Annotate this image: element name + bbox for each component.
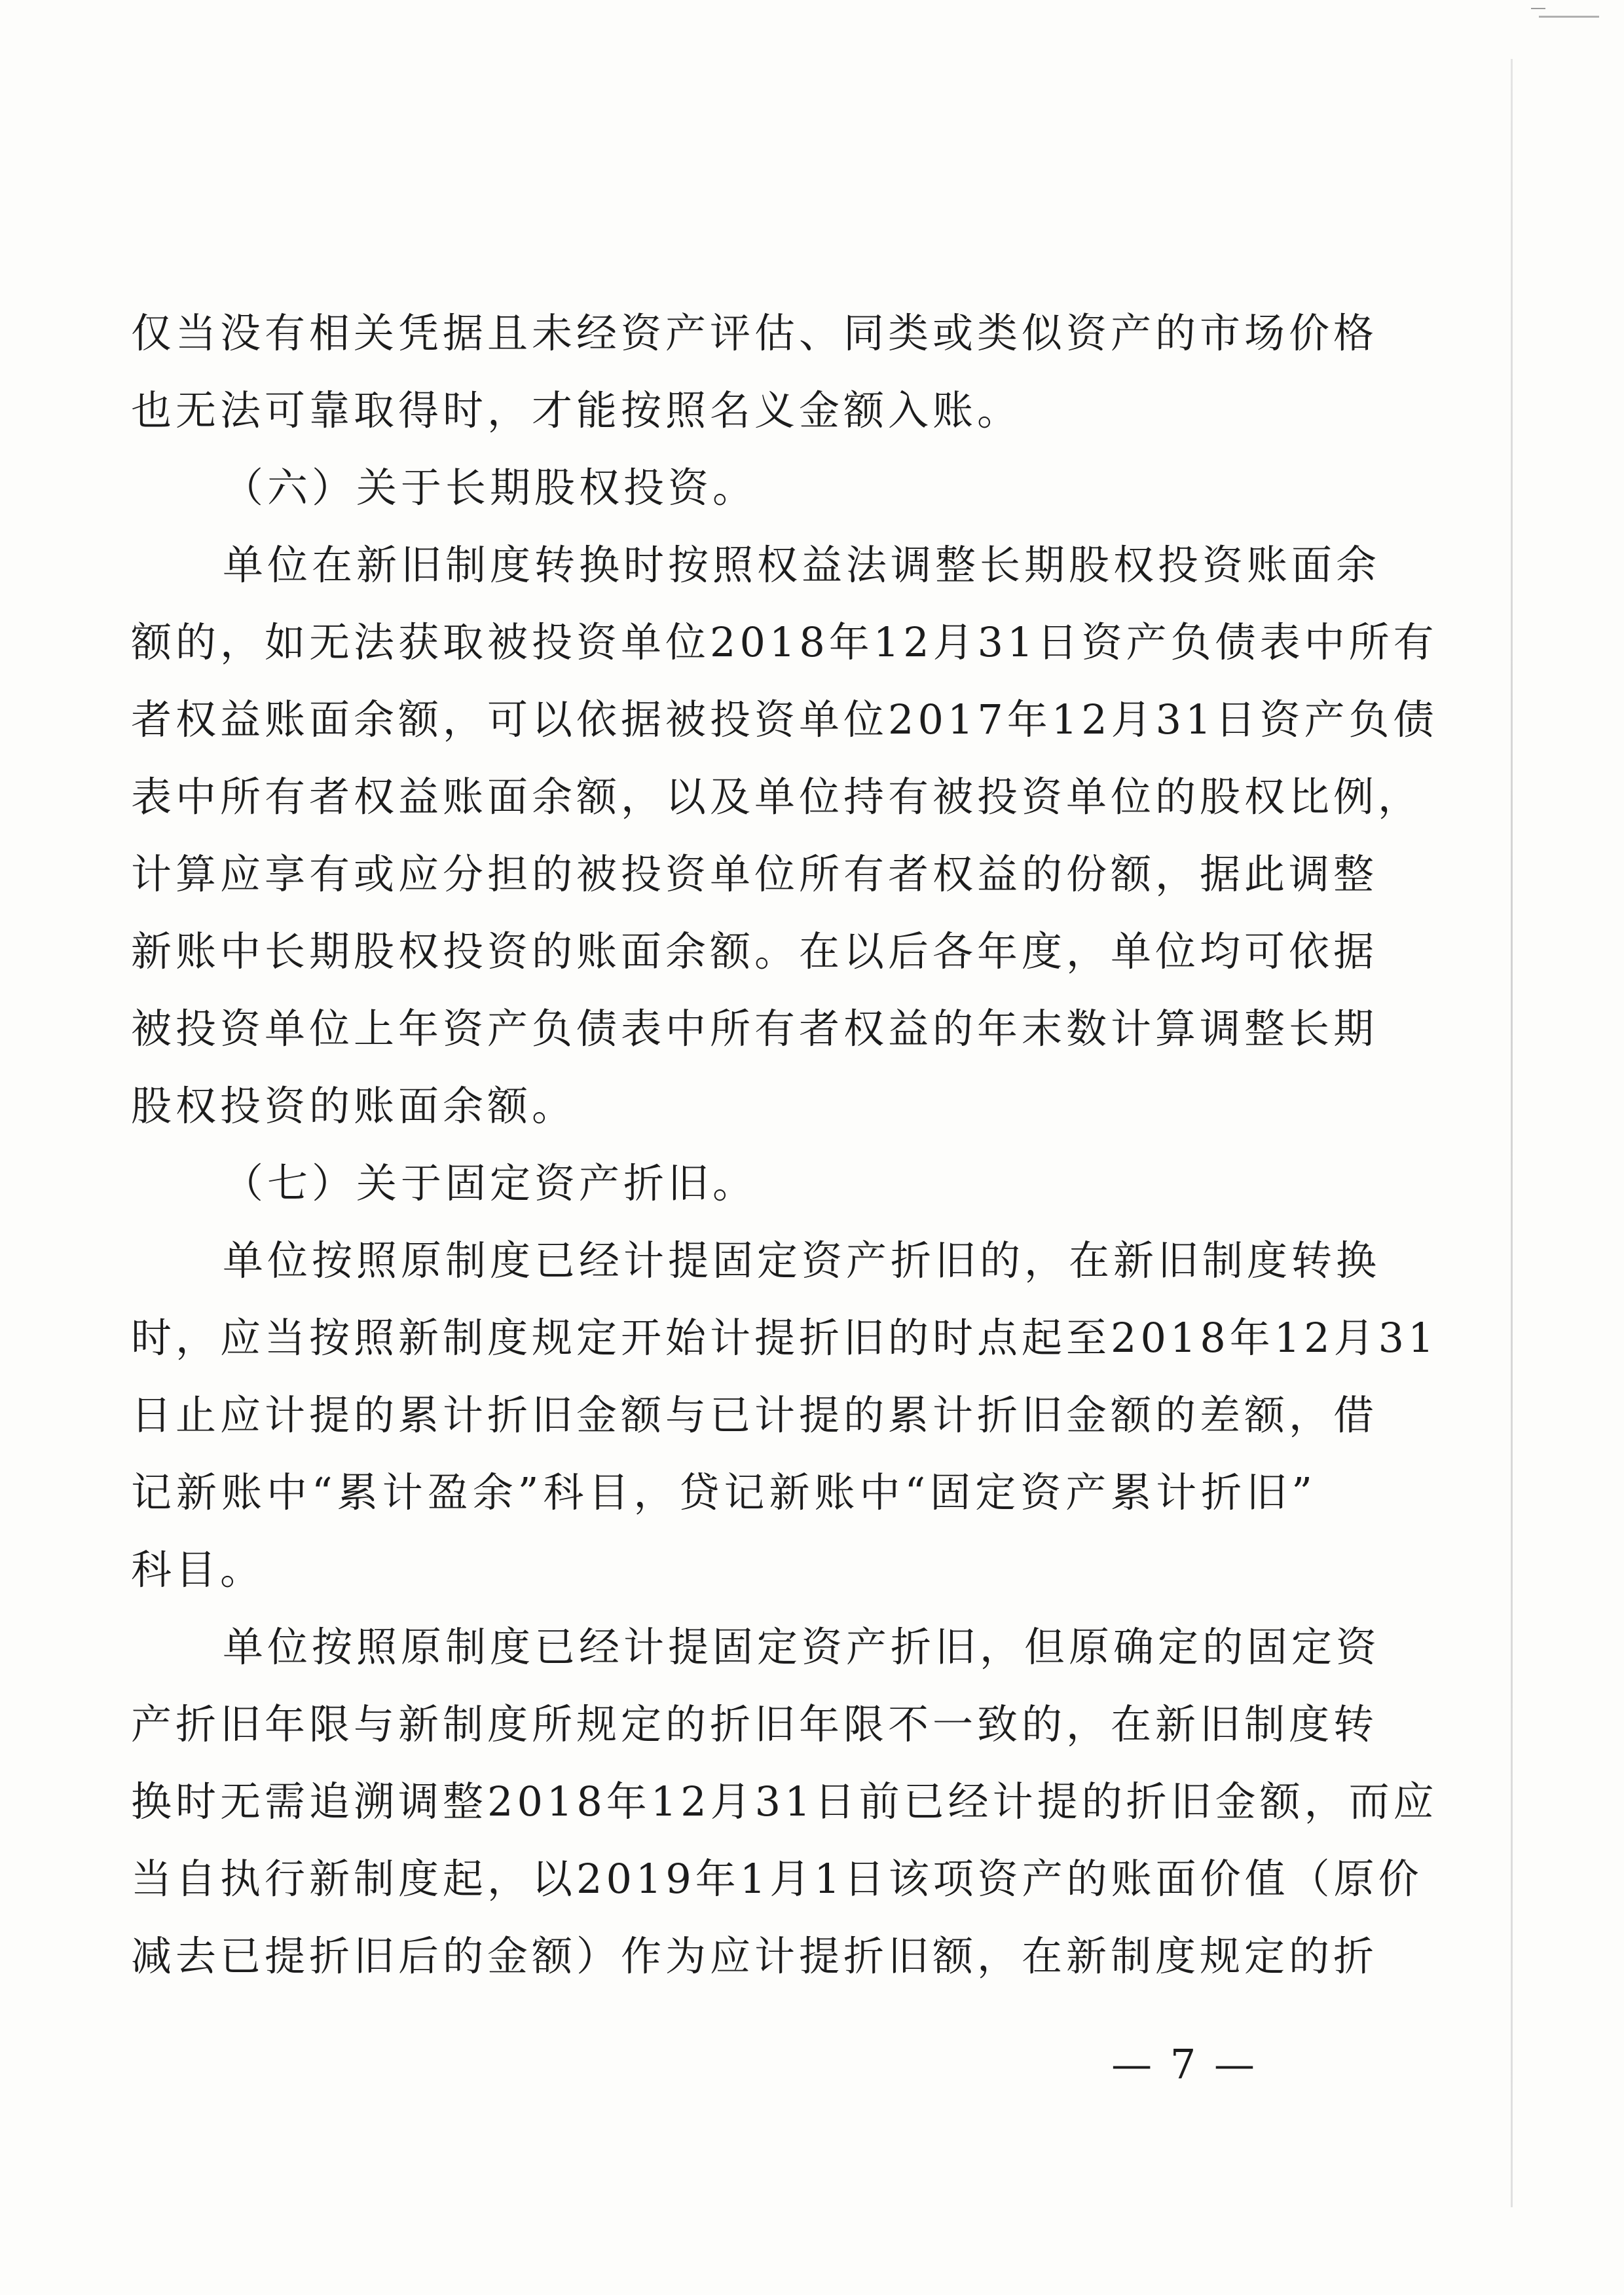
corner-dash (1531, 8, 1545, 9)
text-line: 表中所有者权益账面余额，以及单位持有被投资单位的股权比例， (131, 773, 1423, 821)
text-line: 计算应享有或应分担的被投资单位所有者权益的份额，据此调整 (131, 850, 1378, 898)
text-line: 记新账中“累计盈余”科目，贷记新账中“固定资产累计折旧” (131, 1468, 1316, 1516)
text-line: 时，应当按照新制度规定开始计提折旧的时点起至2018年12月31 (131, 1314, 1438, 1362)
text-line: 新账中长期股权投资的账面余额。在以后各年度，单位均可依据 (131, 927, 1378, 975)
page-number: — 7 — (1111, 2040, 1257, 2088)
text-line: 产折旧年限与新制度所规定的折旧年限不一致的，在新旧制度转 (131, 1700, 1378, 1748)
text-line: 当自执行新制度起，以2019年1月1日该项资产的账面价值（原价 (131, 1855, 1423, 1903)
section-heading: （七）关于固定资产折旧。 (223, 1159, 758, 1207)
text-line: 减去已提折旧后的金额）作为应计提折旧额，在新制度规定的折 (131, 1932, 1378, 1980)
text-line: 单位在新旧制度转换时按照权益法调整长期股权投资账面余 (223, 541, 1381, 589)
text-line: 仅当没有相关凭据且未经资产评估、同类或类似资产的市场价格 (131, 309, 1378, 357)
text-line: 换时无需追溯调整2018年12月31日前已经计提的折旧金额，而应 (131, 1778, 1438, 1825)
text-line: 日止应计提的累计折旧金额与已计提的累计折旧金额的差额，借 (131, 1391, 1378, 1439)
text-line: 被投资单位上年资产负债表中所有者权益的年末数计算调整长期 (131, 1005, 1378, 1053)
text-line: 也无法可靠取得时，才能按照名义金额入账。 (131, 386, 1022, 434)
document-body (131, 295, 1438, 1995)
text-line: 者权益账面余额，可以依据被投资单位2017年12月31日资产负债 (131, 696, 1438, 743)
text-line: 单位按照原制度已经计提固定资产折旧，但原确定的固定资 (223, 1623, 1381, 1671)
text-line: 科目。 (131, 1546, 265, 1594)
text-line: 额的，如无法获取被投资单位2018年12月31日资产负债表中所有 (131, 618, 1438, 666)
text-line: 股权投资的账面余额。 (131, 1082, 577, 1130)
text-line: 单位按照原制度已经计提固定资产折旧的，在新旧制度转换 (223, 1237, 1381, 1284)
page-edge-line (1511, 59, 1513, 2207)
corner-mark (1539, 16, 1599, 18)
section-heading: （六）关于长期股权投资。 (223, 464, 758, 512)
